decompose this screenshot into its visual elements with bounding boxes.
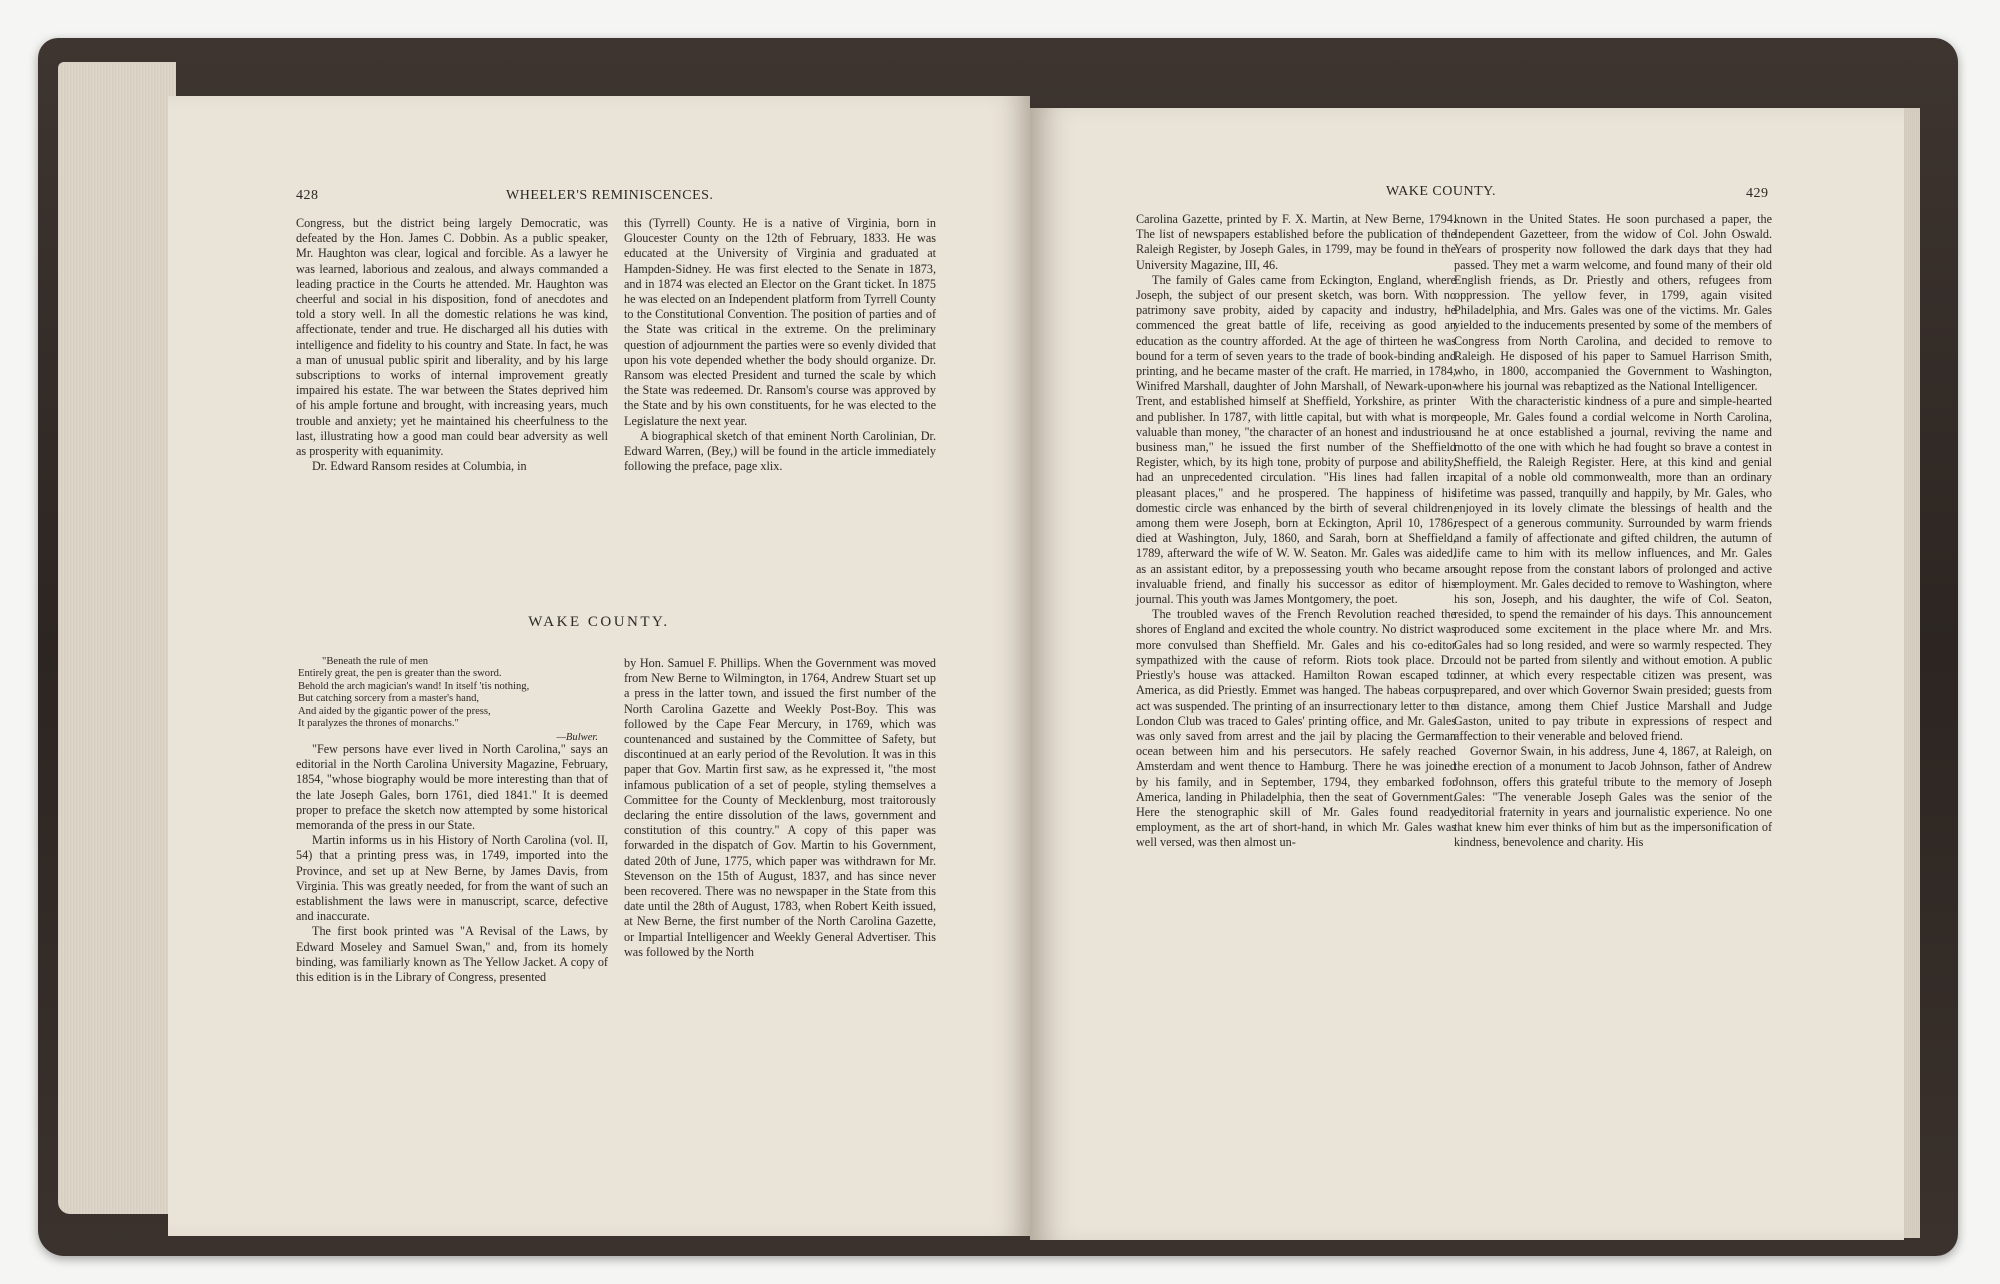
epigraph-line: Entirely great, the pen is greater than the sword. [298, 668, 502, 680]
paragraph: by Hon. Samuel F. Phillips. When the Government was moved from New Berne to Wilmington, in 1764, Andrew Stuart set up a press in the latter town, and issued the first number of the North Carolina Gazette and Weekly Post-Boy. This was followed by the Cape Fear Mercury, in 1769, which was countenanced and sustained by the Committee of Safety, but discontinued at an early period of the Revolution. It was in this paper that Gov. Martin first saw, as he expressed it, "the most infamous publication of a set of people, styling themselves a Committee for the County of Mecklenburg, most traitorously declaring the entire dissolution of the laws, government and constitution of this country." A copy of this paper was forwarded in the dispatch of Gov. Martin to his Government, dated 20th of June, 1775, which paper was withdrawn for Mr. Stevenson on the 15th of August, 1837, and has since never been recovered. There was no newspaper in the State from this date until the 28th of August, 1783, when Robert Keith issued, at New Berne, the first number of the North Carolina Gazette, or Impartial Intelligencer and Weekly General Advertiser. This was followed by the North [624, 656, 936, 959]
paragraph: this (Tyrrell) County. He is a native of Virginia, born in Gloucester County on the 12th of February, 1833. He was educated at the University of Virginia and graduated at Hampden-Sidney. He was first elected to the Senate in 1873, and in 1874 was elected an Elector on the Grant ticket. In 1875 he was elected on an Independent platform from Tyrrell County to the Constitutional Convention. The position of parties and of the State was critical in the extreme. On the preliminary question of adjournment the parties were so evenly divided that upon his vote depended whether the body should organize. Dr. Ransom was elected President and turned the scale by which the State was redeemed. Dr. Ransom's course was approved by the State and by his own constituents, for he was elected to the Legislature the next year. [624, 216, 936, 428]
left-top-column-1 [296, 216, 608, 474]
right-column-1 [1136, 212, 1456, 851]
paragraph: A biographical sketch of that eminent North Carolinian, Dr. Edward Warren, (Bey,) will be found in the article immediately following the preface, page xlix. [624, 428, 936, 474]
paragraph: The first book printed was "A Revisal of the Laws, by Edward Moseley and Samuel Swan," and, from its homely binding, was familiarly known as The Yellow Jacket. A copy of this edition is in the Library of Congress, presented [296, 924, 608, 985]
paragraph: Dr. Edward Ransom resides at Columbia, in [312, 459, 527, 474]
paragraph: Congress, but the district being largely Democratic, was defeated by the Hon. James C. Dobbin. As a public speaker, Mr. Haughton was clear, logical and forcible. As a lawyer he was learned, laborious and zealous, and always commanded a leading practice in the Courts he attended. Mr. Haughton was cheerful and social in his disposition, fond of anecdotes and told a story well. In all the domestic relations he was kind, affectionate, tender and true. He discharged all his duties with intelligence and fidelity to his country and State. In fact, he was a man of unusual public spirit and liberality, and by his large subscriptions to works of internal improvement greatly impaired his estate. The war between the States deprived him of his ample fortune and brought, with increasing years, much trouble and anxiety; yet he maintained his cheerfulness to the last, illustrating how a good man could bear adversity as well as prosperity with equanimity. [296, 216, 608, 459]
epigraph-line: Behold the arch magician's wand! In itself 'tis nothing, [298, 680, 530, 692]
right-column-2 [1454, 212, 1772, 851]
paragraph: known in the United States. He soon purchased a paper, the Independent Gazetteer, from the widow of Col. John Oswald. Years of prosperity now followed the dark days that they had passed. They met a warm welcome, and found many of their old English friends, as Dr. Priestly and others, refugees from oppression. The yellow fever, in 1799, again visited Philadelphia, and Mrs. Gales was one of the victims. Mr. Gales yielded to the inducements presented by some of the members of Congress from North Carolina, and decided to remove to Raleigh. He disposed of his paper to Samuel Harrison Smith, who, in 1800, accompanied the Government to Washington, where his journal was rebaptized as the National Intelligencer. [1454, 212, 1772, 394]
left-page [168, 96, 1030, 1236]
paragraph: The troubled waves of the French Revolution reached the shores of England and excited the whole country. No district was more convulsed than Sheffield. Mr. Gales and his co-editor sympathized with the cause of reform. Riots took place. Dr. Priestly's house was attacked. Hamilton Rowan escaped to America, as did Priestly. Emmet was hanged. The habeas corpus act was suspended. The printing of an insurrectionary letter to the London Club was traced to Gales' printing office, and Mr. Gales was only saved from arrest and the jail by placing the German ocean between him and his persecutors. He safely reached Amsterdam and went thence to Hamburg. There he was joined by his family, and in September, 1794, they embarked for America, landing in Philadelphia, then the seat of Government. Here the stenographic skill of Mr. Gales found ready employment, as the art of short-hand, in which Mr. Gales was well versed, was then almost un- [1136, 607, 1456, 850]
left-page-edges [58, 62, 176, 1214]
running-head-right: WAKE COUNTY. [1386, 184, 1496, 199]
epigraph-attribution: —Bulwer. [556, 732, 598, 744]
running-head-left: WHEELER'S REMINISCENCES. [506, 188, 714, 203]
paragraph: With the characteristic kindness of a pure and simple-hearted people, Mr. Gales found a cordial welcome in North Carolina, and he at once established a journal, reviving the name and motto of the one with which he had fought so brave a contest in Sheffield, the Raleigh Register. Here, at this kind and genial capital of a noble old commonwealth, more than an ordinary lifetime was passed, tranquilly and happily, by Mr. Gales, who enjoyed in its lovely climate the blessings of health and the respect of a generous community. Surrounded by warm friends and a family of affectionate and gifted children, the autumn of life came to him with its mellow influences, and Mr. Gales sought repose from the constant labors of prolonged and active employment. Mr. Gales decided to remove to Washington, where his son, Joseph, and his daughter, the wife of Col. Seaton, resided, to spend the remainder of his days. This announcement produced some excitement in the place where Mr. and Mrs. Gales had so long resided, and were so warmly respected. They could not be parted from silently and without emotion. A public dinner, at which every respectable citizen was present, was prepared, and over which Governor Swain presided; guests from a distance, among them Chief Justice Marshall and Judge Gaston, united to pay tribute in expressions of respect and affection to their venerable and beloved friend. [1454, 394, 1772, 743]
paragraph: Carolina Gazette, printed by F. X. Martin, at New Berne, 1794. The list of newspapers established before the publication of the Raleigh Register, by Joseph Gales, in 1799, may be found in the University Magazine, III, 46. [1136, 212, 1456, 272]
page-number-right: 429 [1746, 186, 1769, 201]
epigraph-line: And aided by the gigantic power of the press, [298, 705, 491, 717]
paragraph: "Few persons have ever lived in North Carolina," says an editorial in the North Carolina University Magazine, February, 1854, "whose biography would be more interesting than that of the late Joseph Gales, born 1761, died 1841." It is deemed proper to preface the sketch now attempted by some historical memoranda of the press in our State. [296, 742, 608, 833]
epigraph-line: "Beneath the rule of men [322, 656, 429, 667]
paragraph: The family of Gales came from Eckington, England, where Joseph, the subject of our present sketch, was born. With no patrimony save probity, aided by capacity and industry, he commenced the great battle of life, receiving as good an education as the country afforded. At the age of thirteen he was bound for a term of seven years to the trade of book-binding and printing, and he became master of the craft. He married, in 1784, Winifred Marshall, daughter of John Marshall, of Newark-upon-Trent, and established himself at Sheffield, Yorkshire, as printer and publisher. In 1787, with little capital, but with what is more valuable than money, "the character of an honest and industrious business man," he issued the first number of the Sheffield Register, which, by its high tone, probity of purpose and ability, had an unprecedented circulation. "His lines had fallen in pleasant places," and he prospered. The happiness of his domestic circle was enhanced by the birth of several children, among them were Joseph, born at Eckington, April 10, 1786, died at Washington, July, 1860, and Sarah, born at Sheffield, 1789, afterward the wife of W. W. Seaton. Mr. Gales was aided, as an assistant editor, by a prepossessing youth who became an invaluable friend, and finally his successor as editor of his journal. This youth was James Montgomery, the poet. [1136, 272, 1456, 607]
left-bottom-column-2 [624, 656, 936, 960]
right-page-edges [1902, 108, 1920, 1238]
paragraph: Governor Swain, in his address, June 4, 1867, at Raleigh, on the erection of a monument to Jacob Johnson, father of Andrew Johnson, offers this grateful tribute to the memory of Joseph Gales: "The venerable Joseph Gales was the senior of the editorial fraternity in years and journalistic experience. No one that knew him ever thinks of him but as the impersonification of kindness, benevolence and charity. His [1454, 744, 1772, 850]
left-bottom-column-1 [296, 742, 608, 985]
section-title: WAKE COUNTY. [528, 614, 670, 630]
left-top-column-2 [624, 216, 936, 474]
paragraph: Martin informs us in his History of North Carolina (vol. II, 54) that a printing press was, in 1749, imported into the Province, and set up at New Berne, by James Davis, from Virginia. This was greatly needed, for from the want of such an establishment the laws were in manuscript, scarce, defective and inaccurate. [296, 833, 608, 924]
right-page [1030, 108, 1904, 1240]
page-number-left: 428 [296, 188, 319, 203]
epigraph-line: But catching sorcery from a master's hand, [298, 693, 480, 705]
epigraph [298, 656, 598, 745]
epigraph-line: It paralyzes the thrones of monarchs." [298, 718, 459, 730]
